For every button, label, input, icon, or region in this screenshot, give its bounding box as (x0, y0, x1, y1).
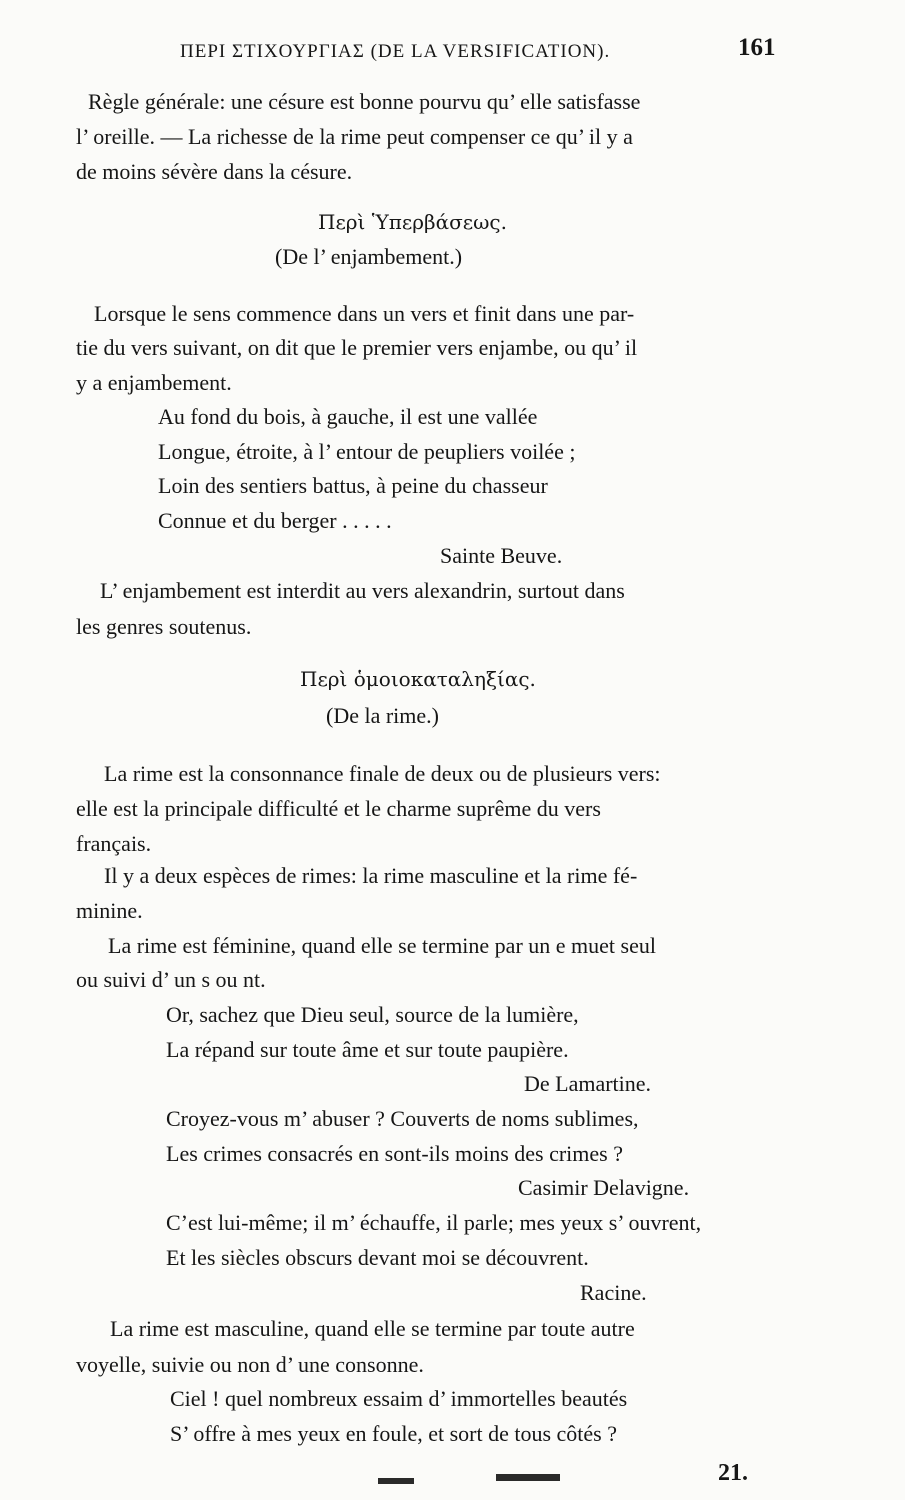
verse-line: Croyez-vous m’ abuser ? Couverts de noms sublimes, (166, 1106, 639, 1131)
paragraph-line: Règle générale: une césure est bonne pourvu qu’ elle satisfasse (88, 89, 641, 114)
paragraph-line: voyelle, suivie ou non d’ une consonne. (76, 1352, 424, 1377)
paragraph-line: l’ oreille. — La richesse de la rime peut compenser ce qu’ il y a (76, 124, 633, 149)
paragraph-line: La rime est masculine, quand elle se termine par toute autre (110, 1316, 635, 1341)
signature-mark: 21. (718, 1460, 748, 1486)
verse-line: Les crimes consacrés en sont-ils moins des crimes ? (166, 1141, 623, 1166)
paragraph-line: L’ enjambement est interdit au vers alexandrin, surtout dans (100, 578, 625, 603)
verse-line: Et les siècles obscurs devant moi se découvrent. (166, 1245, 589, 1270)
paragraph-line: La rime est féminine, quand elle se termine par un e muet seul (108, 933, 656, 958)
verse-line: La répand sur toute âme et sur toute paupière. (166, 1037, 569, 1062)
paragraph-line: les genres soutenus. (76, 614, 252, 639)
paragraph-line: La rime est la consonnance finale de deux ou de plusieurs vers: (104, 761, 661, 786)
paragraph-line: Lorsque le sens commence dans un vers et finit dans une par- (94, 301, 635, 326)
paragraph-line: français. (76, 831, 152, 856)
paragraph-line: elle est la principale difficulté et le charme suprême du vers (76, 796, 601, 821)
verse-line: Ciel ! quel nombreux essaim d’ immortelles beautés (170, 1386, 628, 1411)
verse-line: Loin des sentiers battus, à peine du chasseur (158, 473, 548, 498)
section-heading-greek: Περὶ ὁμοιοκαταληξίας. (300, 667, 536, 691)
paragraph-line: y a enjambement. (76, 370, 232, 395)
paragraph-line: tie du vers suivant, on dit que le premier vers enjambe, ou qu’ il (76, 335, 638, 360)
section-heading-french: (De l’ enjambement.) (275, 244, 463, 269)
paragraph-line: Il y a deux espèces de rimes: la rime masculine et la rime fé- (104, 863, 638, 888)
verse-line: Or, sachez que Dieu seul, source de la lumière, (166, 1002, 579, 1027)
page-number: 161 (738, 34, 776, 61)
printer-ornament (496, 1474, 560, 1481)
attribution: Sainte Beuve. (440, 543, 563, 568)
section-heading-greek: Περὶ Ὑπερβάσεως. (318, 210, 507, 234)
paragraph-line: de moins sévère dans la césure. (76, 159, 353, 184)
paragraph-line: ou suivi d’ un s ou nt. (76, 967, 266, 992)
paragraph-line: minine. (76, 898, 143, 923)
section-heading-french: (De la rime.) (326, 703, 439, 728)
attribution: Racine. (580, 1280, 647, 1305)
verse-line: S’ offre à mes yeux en foule, et sort de tous côtés ? (170, 1421, 617, 1446)
attribution: De Lamartine. (524, 1071, 652, 1096)
verse-line: Longue, étroite, à l’ entour de peupliers voilée ; (158, 439, 576, 464)
running-header-title: ΠΕΡΙ ΣΤΙΧΟΥΡΓΙΑΣ (DE LA VERSIFICATION). (180, 41, 611, 62)
attribution: Casimir Delavigne. (518, 1175, 690, 1200)
verse-line: Au fond du bois, à gauche, il est une vallée (158, 404, 538, 429)
verse-line: Connue et du berger . . . . . (158, 508, 392, 533)
verse-line: C’est lui-même; il m’ échauffe, il parle; mes yeux s’ ouvrent, (166, 1210, 702, 1235)
printer-ornament (378, 1478, 414, 1484)
